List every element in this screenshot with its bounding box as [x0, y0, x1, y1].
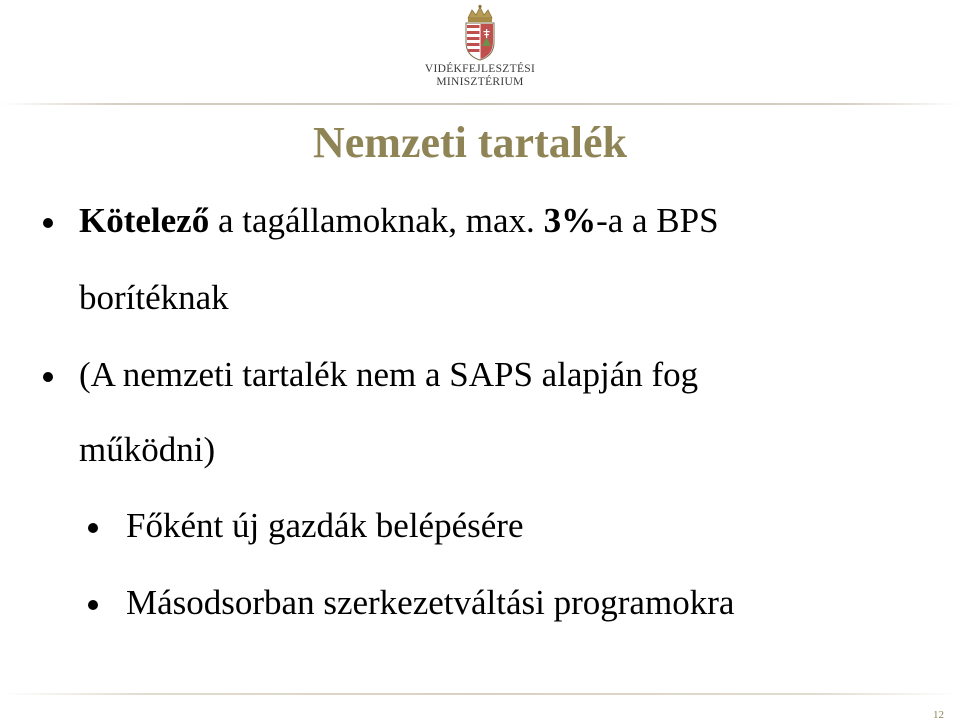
bullet-1-line-2: borítéknak — [79, 278, 229, 317]
hungarian-coat-of-arms-icon — [460, 4, 500, 62]
bullet-dot — [43, 372, 53, 382]
sub-bullet-1: Főként új gazdák belépésére — [126, 506, 524, 545]
footer-divider — [0, 693, 960, 695]
sub-bullet-2: Másodsorban szerkezetváltási programokra — [126, 583, 735, 622]
ministry-name-line2: MINISZTÉRIUM — [436, 76, 524, 88]
bullet-1-text-b: -a a BPS — [596, 201, 719, 240]
bullet-2-line-1: (A nemzeti tartalék nem a SAPS alapján fog — [79, 355, 699, 394]
bullet-1-line-1 — [79, 200, 719, 242]
bullet-dot — [43, 218, 53, 228]
bullet-1-percent: 3% — [543, 201, 597, 240]
slide-title: Nemzeti tartalék — [313, 118, 627, 167]
ministry-name-line1: VIDÉKFEJLESZTÉSI — [424, 63, 536, 75]
bullet-2-line-2: működni) — [79, 430, 216, 469]
header-divider — [0, 103, 960, 105]
bullet-dot — [88, 523, 98, 533]
bullet-1-bold-lead: Kötelező — [79, 201, 210, 240]
bullet-dot — [88, 600, 98, 610]
ministry-logo — [418, 0, 542, 100]
bullet-1-text-a: a tagállamoknak, max. — [209, 201, 544, 240]
page-number: 12 — [933, 709, 944, 721]
